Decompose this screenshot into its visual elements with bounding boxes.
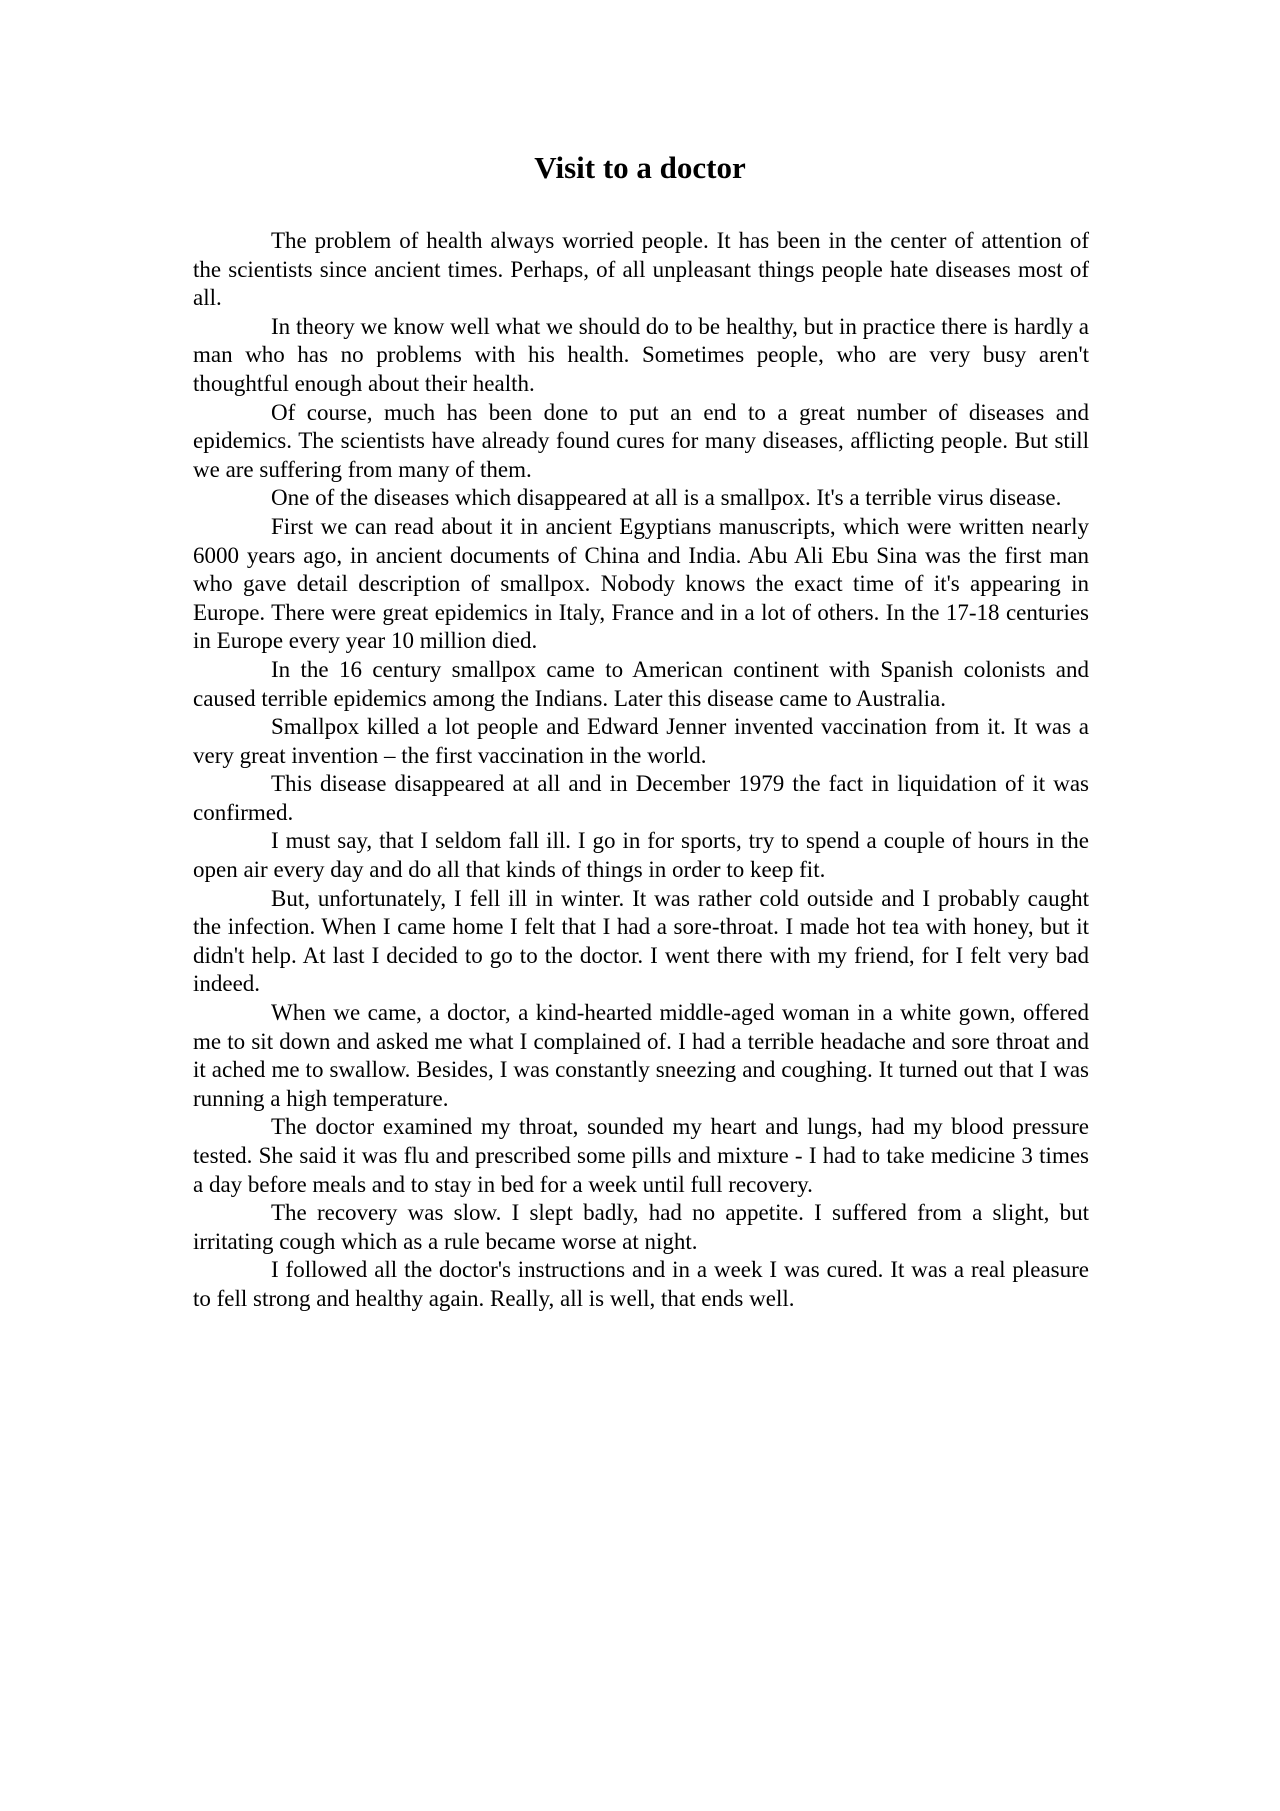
paragraph: When we came, a doctor, a kind-hearted middle-aged woman in a white gown, offered me to sit down and asked me what I complained of. I had a terrible headache and sore throat and it ached me to swallow. Besides, I was constantly sneezing and coughing. It turned out that I was running a high temperature. [193,1000,1089,1111]
paragraph: But, unfortunately, I fell ill in winter. It was rather cold outside and I probably caught the infection. When I came home I felt that I had a sore-throat. I made hot tea with honey, but it didn't help. At last I decided to go to the doctor. I went there with my friend, for I felt very bad indeed. [193,885,1089,997]
document-body [193,227,1089,1314]
paragraph: Of course, much has been done to put an end to a great number of diseases and epidemics. The scientists have already found cures for many diseases, afflicting people. But still we are suffering from many of them. [193,399,1089,482]
paragraph: This disease disappeared at all and in December 1979 the fact in liquidation of it was confirmed. [193,771,1089,825]
paragraph: One of the diseases which disappeared at all is a smallpox. It's a terrible virus disease. [271,485,1062,511]
paragraph: I must say, that I seldom fall ill. I go in for sports, try to spend a couple of hours in the open air every day and do all that kinds of things in order to keep fit. [193,828,1089,883]
paragraph: In the 16 century smallpox came to American continent with Spanish colonists and caused terrible epidemics among the Indians. Later this disease came to Australia. [193,656,1089,711]
paragraph: Smallpox killed a lot people and Edward Jenner invented vaccination from it. It was a very great invention – the first vaccination in the world. [193,714,1089,768]
paragraph: The problem of health always worried people. It has been in the center of attention of the scientists since ancient times. Perhaps, of all unpleasant things people hate diseases most of all. [193,228,1089,311]
document-title: Visit to a doctor [534,150,746,185]
paragraph: First we can read about it in ancient Egyptians manuscripts, which were written nearly 6000 years ago, in ancient documents of China and India. Abu Ali Ebu Sina was the first man who gave detail description of smallpox. Nobody knows the exact time of it's appearing in Europe. There were great epidemics in Italy, France and in a lot of others. In the 17-18 centuries in Europe every year 10 million died. [193,513,1089,654]
paragraph: I followed all the doctor's instructions and in a week I was cured. It was a real pleasure to fell strong and healthy again. Really, all is well, that ends well. [193,1257,1089,1311]
paragraph: The recovery was slow. I slept badly, had no appetite. I suffered from a slight, but irritating cough which as a rule became worse at night. [193,1200,1089,1254]
paragraph: The doctor examined my throat, sounded my heart and lungs, had my blood pressure tested. She said it was flu and prescribed some pills and mixture - I had to take medicine 3 times a day before meals and to stay in bed for a week until full recovery. [193,1114,1089,1197]
paragraph: In theory we know well what we should do to be healthy, but in practice there is hardly a man who has no problems with his health. Sometimes people, who are very busy aren't thoughtful enough about their health. [193,313,1089,396]
